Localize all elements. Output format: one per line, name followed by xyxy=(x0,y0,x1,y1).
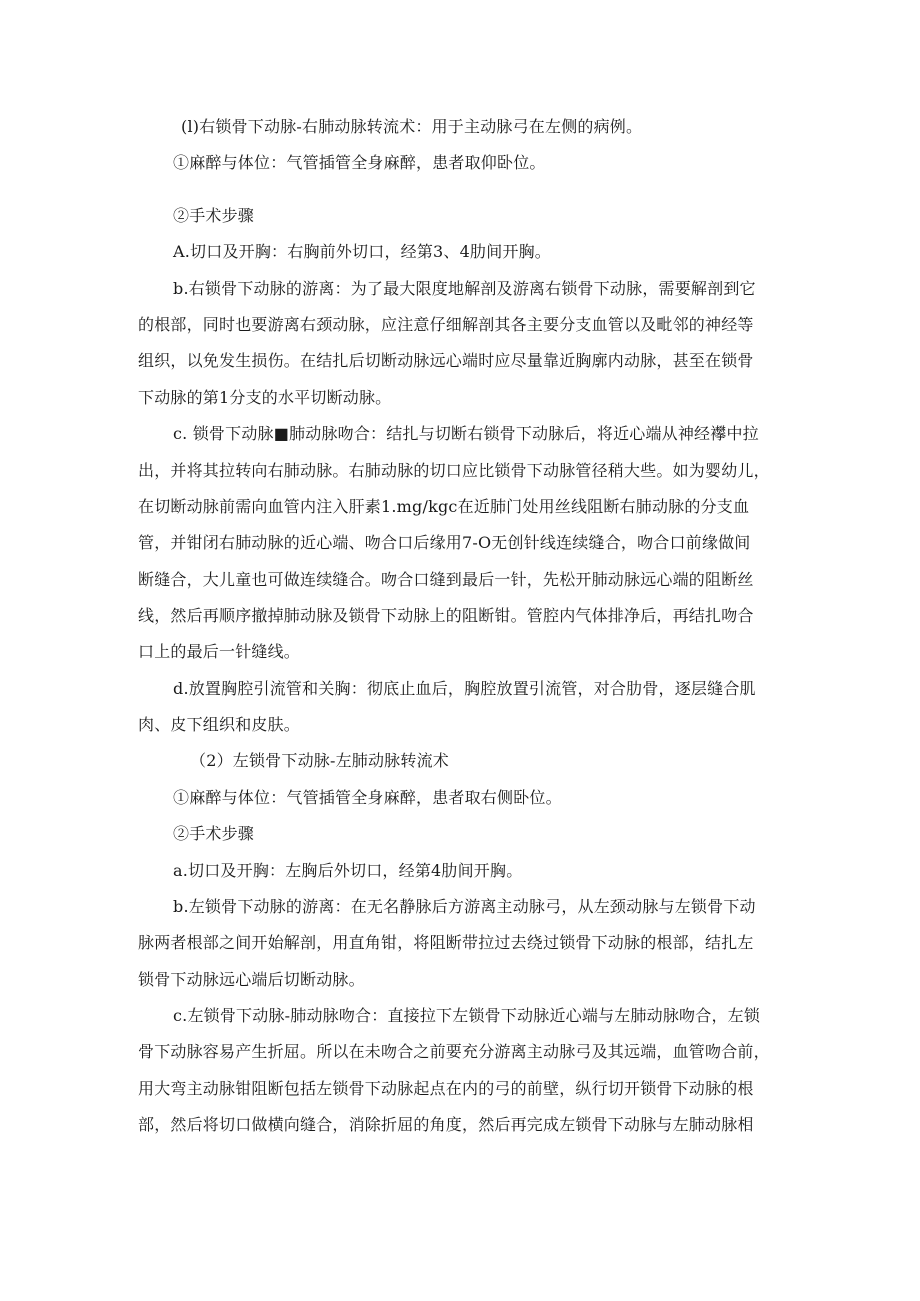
anesthesia-position-2: ①麻醉与体位：气管插管全身麻醉，患者取右侧卧位。 xyxy=(173,788,562,807)
step-c-line-6: 线，然后再顺序撤掉肺动脉及锁骨下动脉上的阻断钳。管腔内气体排净后，再结扎吻合 xyxy=(138,606,754,625)
step-c-line-1: c. 锁骨下动脉■肺动脉吻合：结扎与切断右锁骨下动脉后，将近心端从神经襻中拉 xyxy=(173,424,759,443)
anesthesia-position-1: ①麻醉与体位：气管插管全身麻醉，患者取仰卧位。 xyxy=(173,153,546,172)
surgical-steps-heading-2: ②手术步骤 xyxy=(173,824,255,843)
step-b-line-4: 下动脉的第1分支的水平切断动脉。 xyxy=(138,388,392,407)
step-c2-line-4: 部，然后将切口做横向缝合，消除折屈的角度，然后再完成左锁骨下动脉与左肺动脉相 xyxy=(138,1115,754,1134)
section-1-heading: (l)右锁骨下动脉-右肺动脉转流术：用于主动脉弓在左侧的病例。 xyxy=(181,117,643,136)
step-c2-line-2: 骨下动脉容易产生折屈。所以在未吻合之前要充分游离主动脉弓及其远端，血管吻合前， xyxy=(138,1042,770,1061)
step-a-incision-2: a.切口及开胸：左胸后外切口，经第4肋间开胸。 xyxy=(173,861,523,880)
step-d-line-1: d.放置胸腔引流管和关胸：彻底止血后，胸腔放置引流管，对合肋骨，逐层缝合肌 xyxy=(173,679,756,698)
step-b-line-2: 的根部，同时也要游离右颈动脉，应注意仔细解剖其各主要分支血管以及毗邻的神经等 xyxy=(138,315,754,334)
step-c2-line-3: 用大弯主动脉钳阻断包括左锁骨下动脉起点在内的弓的前壁，纵行切开锁骨下动脉的根 xyxy=(138,1079,754,1098)
step-a-incision-1: A.切口及开胸：右胸前外切口，经第3、4肋间开胸。 xyxy=(173,242,552,261)
step-d-line-2: 肉、皮下组织和皮肤。 xyxy=(138,715,301,734)
step-c-line-7: 口上的最后一针缝线。 xyxy=(138,642,301,661)
step-c-line-4: 管，并钳闭右肺动脉的近心端、吻合口后缘用7-O无创针线连续缝合，吻合口前缘做间 xyxy=(138,533,751,552)
surgical-steps-heading-1: ②手术步骤 xyxy=(173,206,255,225)
step-c-line-5: 断缝合，大儿童也可做连续缝合。吻合口缝到最后一针，先松开肺动脉远心端的阻断丝 xyxy=(138,570,754,589)
section-2-heading: （2）左锁骨下动脉-左肺动脉转流术 xyxy=(190,751,449,770)
step-c-line-3: 在切断动脉前需向血管内注入肝素1.mg∕kgc在近肺门处用丝线阻断右肺动脉的分支血 xyxy=(138,497,750,516)
step-b2-line-2: 脉两者根部之间开始解剖，用直角钳，将阻断带拉过去绕过锁骨下动脉的根部，结扎左 xyxy=(138,933,754,952)
step-b-line-3: 组织，以免发生损伤。在结扎后切断动脉远心端时应尽量靠近胸廓内动脉，甚至在锁骨 xyxy=(138,351,754,370)
step-c-line-2: 出，并将其拉转向右肺动脉。右肺动脉的切口应比锁骨下动脉管径稍大些。如为婴幼儿， xyxy=(138,461,770,480)
step-b2-line-1: b.左锁骨下动脉的游离：在无名静脉后方游离主动脉弓，从左颈动脉与左锁骨下动 xyxy=(173,897,756,916)
step-b2-line-3: 锁骨下动脉远心端后切断动脉。 xyxy=(138,970,365,989)
step-b-line-1: b.右锁骨下动脉的游离：为了最大限度地解剖及游离右锁骨下动脉，需要解剖到它 xyxy=(173,279,756,298)
step-c2-line-1: c.左锁骨下动脉-肺动脉吻合：直接拉下左锁骨下动脉近心端与左肺动脉吻合，左锁 xyxy=(173,1006,761,1025)
